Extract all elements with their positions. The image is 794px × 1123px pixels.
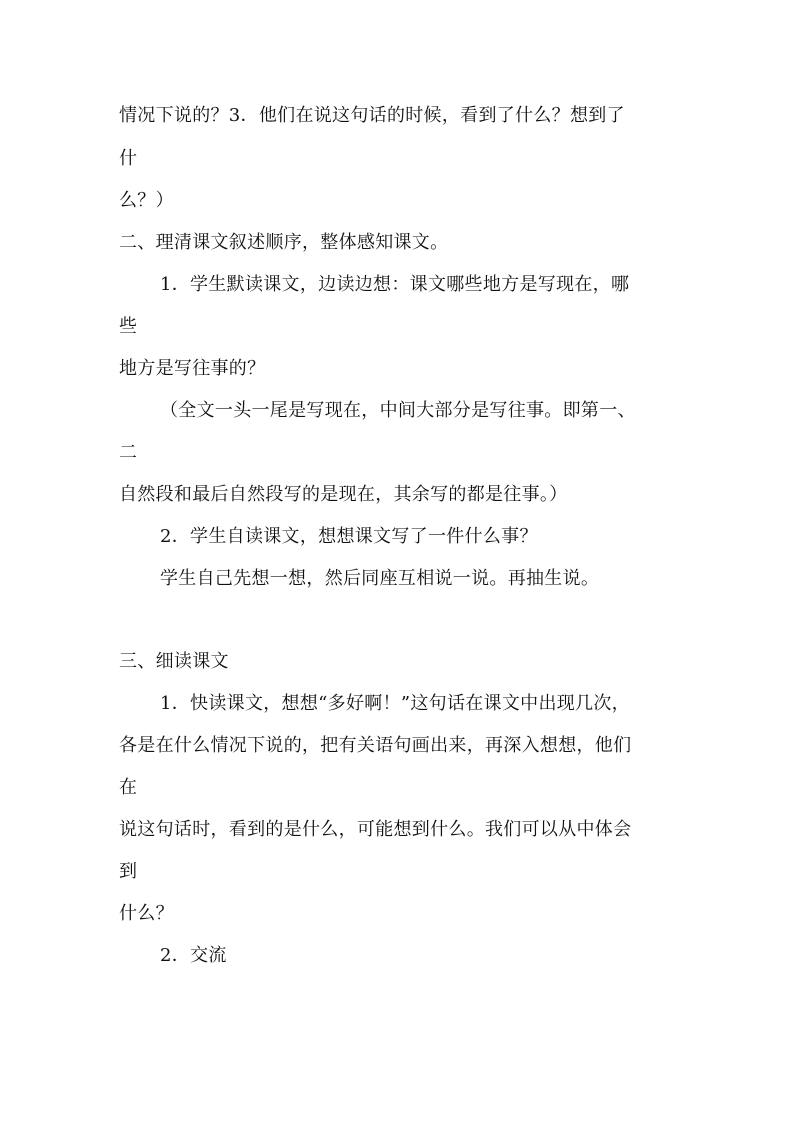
section-heading: 二、理清课文叙述顺序，整体感知课文。: [119, 232, 449, 253]
text-line: 情况下说的？3．他们在说这句话的时候，看到了什么？想到了: [119, 105, 625, 126]
text-line: 学生自己先想一想，然后同座互相说一说。再抽生说。: [160, 568, 600, 589]
text-line: 1．快读课文，想想“多好啊！”这句话在课文中出现几次，: [160, 693, 630, 714]
text-line: 说这句话时，看到的是什么，可能想到什么。我们可以从中体会: [119, 819, 632, 840]
text-line: 什么？: [119, 903, 174, 924]
text-line: 地方是写往事的？: [119, 358, 266, 379]
text-line: 2．学生自读课文，想想课文写了一件什么事？: [160, 526, 538, 547]
text-line: 自然段和最后自然段写的是现在，其余写的都是往事。）: [119, 484, 568, 505]
text-line: 什: [119, 148, 138, 169]
text-line: 1．学生默读课文，边读边想：课文哪些地方是写现在，哪: [160, 274, 630, 295]
text-line: 各是在什么情况下说的，把有关语句画出来，再深入想想，他们: [119, 735, 632, 756]
text-line: 些: [119, 316, 138, 337]
text-line: 2．交流: [160, 945, 227, 966]
section-heading: 三、细读课文: [119, 651, 229, 672]
text-line: 到: [119, 861, 138, 882]
text-line: 二: [119, 442, 138, 463]
text-line: 在: [119, 777, 138, 798]
text-line: 么？）: [119, 190, 174, 211]
text-line: （全文一头一尾是写现在，中间大部分是写往事。即第一、: [160, 400, 636, 421]
